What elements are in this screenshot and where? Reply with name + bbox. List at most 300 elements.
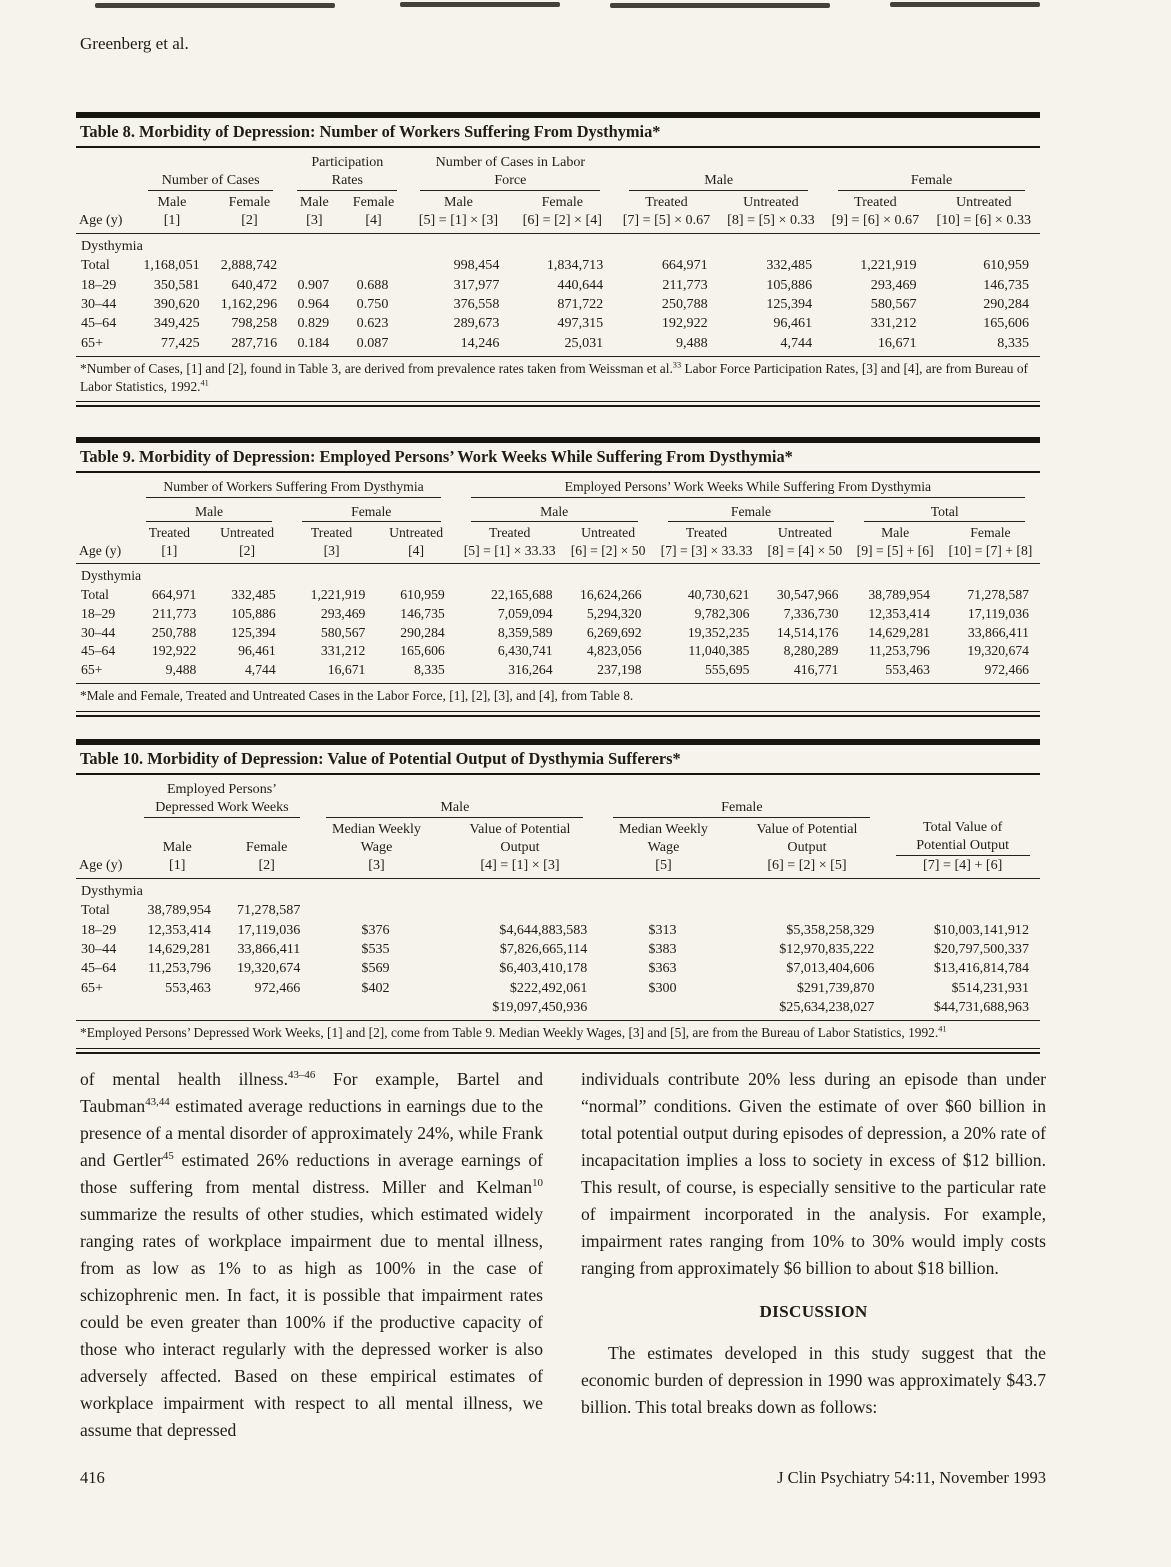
table-cell (311, 998, 441, 1021)
table-cell: 71,278,587 (967, 586, 1029, 602)
column-group (288, 148, 406, 191)
table-8-footnote: *Number of Cases, [1] and [2], found in Table 3, are derived from prevalence rates taken from Weissman et al.$^{33}$ Labor Force Participation Rates, [3] and [4], are from Bureau of Labor Statistics, 1992.41 (80, 360, 1029, 394)
table-row (76, 585, 1040, 604)
table-cell: 610,959 (400, 586, 445, 602)
formula-header: [5] = [1] × [3] (407, 211, 511, 234)
table-cell: 19,320,674 (967, 643, 1029, 659)
table-cell (288, 256, 340, 275)
formula-header: [6] = [2] × [5] (729, 856, 886, 879)
table-cell: 390,620 (153, 296, 200, 313)
table-cell: 289,673 (453, 315, 500, 332)
body-column-left (80, 1066, 543, 1444)
column-header: Male (443, 194, 473, 211)
table-cell (598, 998, 728, 1021)
table-cell: 0.829 (297, 315, 330, 332)
table-cell: 4,744 (244, 662, 276, 678)
table-cell: $535 (361, 941, 390, 958)
table-row (76, 661, 1040, 684)
table-cell: 12,353,414 (868, 605, 930, 621)
table-cell (885, 901, 1040, 920)
column-group-label: Male (629, 171, 808, 191)
table-cell: 0.964 (297, 296, 330, 313)
table-10-header (76, 775, 1040, 879)
header-spacer (76, 191, 133, 211)
table-9 (76, 437, 1040, 712)
table-row (76, 256, 1040, 275)
table-cell: 12,353,414 (147, 921, 211, 938)
table-cell: 105,886 (231, 605, 276, 621)
table-row (76, 879, 1040, 901)
table-cell: 610,959 (983, 257, 1029, 274)
table-cell: $20,797,500,337 (933, 941, 1029, 958)
table-cell: $222,492,061 (509, 979, 588, 996)
table-cell: 33,866,411 (237, 941, 301, 958)
scan-artifact (400, 2, 560, 7)
scan-artifact (95, 3, 335, 8)
table-cell: 17,119,036 (967, 605, 1029, 621)
table-cell (311, 901, 441, 920)
column-header (311, 818, 441, 856)
table-cell: 30,547,966 (776, 586, 839, 602)
table-cell: 11,253,796 (148, 960, 211, 977)
column-group-label: Total Value of Potential Output (896, 818, 1030, 856)
column-group (287, 498, 456, 523)
formula-header: [10] = [6] × 0.33 (928, 211, 1040, 234)
table-8 (76, 112, 1040, 402)
table-cell: 33,866,411 (967, 624, 1029, 640)
column-header: Untreated (777, 525, 832, 541)
row-label: Total (81, 257, 110, 274)
table-cell: 17,119,036 (237, 921, 301, 938)
column-group-label: Male (471, 503, 638, 523)
table-cell: $25,634,238,027 (779, 999, 875, 1016)
column-header-label: Median Weekly Wage (618, 821, 708, 856)
column-header (598, 818, 728, 856)
formula-header: [4] (376, 542, 455, 564)
table-cell: 580,567 (320, 624, 366, 640)
formula-header: [1] (133, 856, 222, 879)
table-cell: 7,336,730 (783, 605, 839, 621)
column-group (885, 775, 1040, 856)
table-cell: 416,771 (793, 662, 839, 678)
table-cell: $313 (648, 921, 677, 938)
column-header: Male (299, 194, 329, 211)
table-cell: 7,059,094 (497, 605, 553, 621)
formula-header: [3] (311, 856, 441, 879)
row-label: 45–64 (81, 315, 117, 332)
table-cell: 287,716 (231, 334, 278, 351)
table-9-body (76, 564, 1040, 684)
table-cell (222, 998, 311, 1021)
table-cell: 14,246 (460, 334, 500, 351)
column-group (598, 775, 885, 818)
column-header: Male (162, 839, 192, 856)
table-cell: 146,735 (400, 605, 445, 621)
column-group-label: Female (302, 503, 441, 523)
table-cell: 580,567 (870, 296, 917, 313)
table-row (76, 978, 1040, 997)
row-label: 30–44 (81, 941, 117, 958)
column-group-label: Female (668, 503, 835, 523)
column-header: Treated (854, 194, 897, 211)
table-cell: 1,221,919 (310, 586, 366, 602)
column-group (653, 498, 850, 523)
formula-header: [2] (211, 211, 288, 234)
table-cell: 14,629,281 (868, 624, 930, 640)
scan-artifact (610, 3, 830, 8)
column-group (131, 473, 455, 498)
section-label: Dysthymia (81, 883, 143, 900)
column-group-label: Number of Workers Suffering From Dysthymia (146, 478, 440, 498)
row-label: 65+ (81, 662, 103, 678)
column-group (849, 498, 1040, 523)
column-header-label: Median Weekly Wage (331, 821, 421, 856)
table-cell: 349,425 (153, 315, 200, 332)
table-cell: $376 (361, 921, 390, 938)
column-header: Female (970, 525, 1011, 541)
column-group-label: Employed Persons’ Work Weeks While Suffering From Dysthymia (471, 478, 1025, 498)
table-cell: $10,003,141,912 (933, 921, 1029, 938)
column-header: Treated (685, 525, 728, 541)
table-cell: 6,430,741 (497, 643, 553, 659)
table-row (76, 920, 1040, 939)
column-group-label: Number of Cases in Labor Force (420, 153, 600, 191)
table-cell: 165,606 (400, 643, 445, 659)
table-cell: 8,280,289 (783, 643, 839, 659)
table-row (76, 333, 1040, 356)
table-cell: 250,788 (661, 296, 708, 313)
table-cell: 0.087 (356, 334, 389, 351)
table-cell: $7,826,665,114 (499, 941, 588, 958)
table-cell: $19,097,450,936 (492, 999, 588, 1016)
table-cell: 293,469 (870, 276, 917, 293)
table-cell: 11,253,796 (868, 643, 930, 659)
table-cell: 2,888,742 (220, 257, 278, 274)
row-label (76, 998, 133, 1021)
column-group (131, 498, 286, 523)
table-cell: $44,731,688,963 (933, 999, 1029, 1016)
body-paragraph: of mental health illness.$^{43-46}$ For example, Bartel and Taubman$^{43,44}$ estimated average reductions in earnings due to the presence of a mental disorder of approximately 24%, while Frank and Gertler$^{45}$ estimated 26% reductions in average earnings of those suffering from mental distress. Miller and Kelman$^{10}$ summarize the results of other studies, which estimated widely ranging rates of workplace impairment due to mental illness, from as low as 1% to as high as 100% in the case of schizophrenic men. In fact, it is possible that impairment rates could be even greater than 100% if the productive capacity of those who interact regularly with the depressed worker is also adversely affected. Based on these empirical estimates of workplace impairment with respect to all mental illness, we assume that depressed (80, 1069, 544, 1440)
section-label: Dysthymia (81, 568, 142, 584)
table-cell: 440,644 (557, 276, 604, 293)
body-paragraph: The estimates developed in this study suggest that the economic burden of depression in 1990 was approximately $43.7 billion. This total breaks down as follows: (581, 1343, 1046, 1417)
table-cell: 0.907 (297, 276, 330, 293)
table-cell: 972,466 (984, 662, 1029, 678)
table-cell: 0.750 (356, 296, 389, 313)
table-cell: $13,416,814,784 (933, 960, 1029, 977)
reference-superscript: 41 (200, 378, 209, 388)
table-cell: 5,294,320 (586, 605, 642, 621)
page-number: 416 (80, 1468, 105, 1487)
formula-header: [9] = [6] × 0.67 (823, 211, 927, 234)
column-header: Female (245, 839, 288, 856)
table-9-footnote: *Male and Female, Treated and Untreated Cases in the Labor Force, [1], [2], [3], and [4], from Table 8. (80, 688, 634, 703)
table-cell: 998,454 (453, 257, 500, 274)
table-cell: 4,744 (780, 334, 813, 351)
table-cell: 96,461 (773, 315, 813, 332)
table-cell (133, 998, 222, 1021)
header-spacer (76, 473, 131, 498)
table-10-footnote: *Employed Persons’ Depressed Work Weeks, [1] and [2], come from Table 9. Median Weekly Wages, [3] and [5], are from the Bureau of Labor Statistics, 1992.41 (80, 1024, 947, 1041)
table-cell: 8,359,589 (497, 624, 553, 640)
table-cell: 211,773 (152, 605, 197, 621)
column-header: Female (228, 194, 271, 211)
reference-superscript: 43,44 (145, 1096, 170, 1109)
table-8-body (76, 234, 1040, 357)
table-cell: 125,394 (231, 624, 276, 640)
table-cell: 9,488 (675, 334, 708, 351)
column-group (456, 498, 653, 523)
table-cell: 640,472 (231, 276, 278, 293)
table-cell: 0.623 (356, 315, 389, 332)
column-group (456, 473, 1040, 498)
table-cell: $12,970,835,222 (779, 941, 875, 958)
table-cell: 19,320,674 (236, 960, 301, 977)
table-cell: $5,358,258,329 (786, 921, 875, 938)
column-header: Female (541, 194, 584, 211)
formula-header: [3] (287, 542, 377, 564)
table-cell: 146,735 (983, 276, 1029, 293)
reference-superscript: 45 (162, 1150, 174, 1163)
table-cell: 1,221,919 (860, 257, 917, 274)
scan-artifact (890, 2, 1040, 7)
table-cell: 105,886 (766, 276, 813, 293)
table-cell: 237,198 (597, 662, 642, 678)
table-10-title: Table 10. Morbidity of Depression: Value of Potential Output of Dysthymia Sufferers* (76, 745, 1040, 775)
table-cell: 293,469 (320, 605, 366, 621)
table-cell: 331,212 (870, 315, 917, 332)
table-cell: 6,269,692 (586, 624, 642, 640)
table-cell: 0.688 (356, 276, 389, 293)
formula-header: [3] (288, 211, 340, 234)
table-cell: 664,971 (661, 257, 708, 274)
section-label: Dysthymia (81, 238, 143, 255)
formula-header: [8] = [4] × 50 (760, 542, 849, 564)
table-cell: 8,335 (997, 334, 1029, 351)
table-cell: 497,315 (557, 315, 604, 332)
formula-header: [6] = [2] × [4] (510, 211, 614, 234)
column-header: Untreated (743, 194, 799, 211)
table-cell: 376,558 (453, 296, 500, 313)
table-cell: 11,040,385 (688, 643, 750, 659)
table-cell: $7,013,404,606 (786, 960, 875, 977)
table-8-header (76, 148, 1040, 234)
table-cell: 332,485 (766, 257, 813, 274)
table-cell: 19,352,235 (687, 624, 750, 640)
column-header: Treated (310, 525, 353, 541)
table-cell: 553,463 (165, 979, 211, 996)
table-8-title: Table 8. Morbidity of Depression: Number of Workers Suffering From Dysthymia* (76, 118, 1040, 148)
table-cell: 316,264 (508, 662, 553, 678)
formula-header: [7] = [5] × 0.67 (614, 211, 718, 234)
table-cell: 165,606 (983, 315, 1029, 332)
column-header: Male (157, 194, 187, 211)
table-cell: 211,773 (662, 276, 708, 293)
table-cell: 555,695 (704, 662, 750, 678)
formula-header: [1] (131, 542, 207, 564)
column-header: Untreated (220, 525, 275, 541)
table-row (76, 275, 1040, 294)
column-group (823, 148, 1040, 191)
age-column-header: Age (y) (76, 856, 133, 879)
table-cell: 16,671 (877, 334, 917, 351)
table-10 (76, 739, 1040, 1049)
formula-header: [4] = [1] × [3] (442, 856, 599, 879)
table-cell: $363 (648, 960, 677, 977)
table-cell: 1,162,296 (220, 296, 278, 313)
row-label: 30–44 (81, 296, 117, 313)
column-header: Male (881, 525, 910, 541)
table-cell: 16,671 (327, 662, 366, 678)
table-row (76, 998, 1040, 1021)
table-cell (598, 901, 728, 920)
table-cell: 125,394 (766, 296, 813, 313)
table-cell: 71,278,587 (236, 902, 301, 919)
table-cell: 290,284 (983, 296, 1029, 313)
table-cell: 77,425 (160, 334, 200, 351)
journal-citation: J Clin Psychiatry 54:11, November 1993 (777, 1468, 1046, 1487)
table-9-title: Table 9. Morbidity of Depression: Employed Persons’ Work Weeks While Suffering From Dysthymia* (76, 443, 1040, 473)
table-8-grid (76, 148, 1040, 357)
column-header: Treated (489, 525, 531, 541)
header-spacer (76, 818, 133, 856)
header-spacer (76, 498, 131, 523)
table-cell: 38,789,954 (868, 586, 930, 602)
header-spacer (76, 148, 133, 191)
table-cell: 25,031 (564, 334, 604, 351)
table-cell (341, 256, 407, 275)
table-cell: 40,730,621 (687, 586, 750, 602)
row-label: 65+ (81, 334, 104, 351)
table-cell: 250,788 (151, 624, 197, 640)
column-group-label: Female (838, 171, 1025, 191)
table-cell: $383 (648, 941, 677, 958)
table-cell: 664,971 (151, 586, 197, 602)
column-group-label: Male (326, 798, 583, 818)
table-cell: 22,165,688 (491, 586, 553, 602)
row-label: Total (81, 902, 110, 919)
table-row (76, 642, 1040, 661)
table-10-body (76, 879, 1040, 1021)
age-column-header: Age (y) (76, 211, 133, 234)
formula-header: [5] = [1] × 33.33 (456, 542, 564, 564)
reference-superscript: 43–46 (288, 1069, 316, 1082)
table-row (76, 234, 1040, 256)
table-10-grid (76, 775, 1040, 1021)
body-column-right (581, 1066, 1046, 1421)
formula-header: [4] (341, 211, 407, 234)
table-cell: 14,629,281 (147, 941, 211, 958)
table-cell (442, 901, 599, 920)
table-cell: 9,488 (165, 662, 197, 678)
column-group (614, 148, 823, 191)
column-header: Female (352, 194, 395, 211)
table-cell: $6,403,410,178 (499, 960, 588, 977)
row-label: 30–44 (81, 624, 116, 640)
table-cell: 553,463 (885, 662, 930, 678)
formula-header: [2] (207, 542, 286, 564)
table-cell: 0.184 (297, 334, 330, 351)
table-row (76, 623, 1040, 642)
table-cell: $514,231,931 (951, 979, 1029, 996)
row-label: 45–64 (81, 643, 116, 659)
table-cell: 1,834,713 (546, 257, 604, 274)
row-label: 45–64 (81, 960, 117, 977)
formula-header: [1] (133, 211, 210, 234)
column-group (133, 148, 288, 191)
reference-superscript: 10 (532, 1177, 543, 1190)
table-9-grid (76, 473, 1040, 684)
formula-header: [5] (598, 856, 728, 879)
column-group-label: Employed Persons’ Depressed Work Weeks (144, 780, 300, 818)
table-cell: 350,581 (153, 276, 200, 293)
table-row (76, 604, 1040, 623)
table-cell: 38,789,954 (147, 902, 211, 919)
formula-header: [2] (222, 856, 311, 879)
formula-header: [10] = [7] + [8] (941, 542, 1040, 564)
column-header (442, 818, 599, 856)
table-row (76, 295, 1040, 314)
table-cell: 96,461 (238, 643, 276, 659)
column-header-label: Value of Potential Output (756, 821, 858, 856)
formula-header: [6] = [2] × 50 (564, 542, 653, 564)
header-spacer (76, 522, 131, 542)
column-group (133, 775, 312, 818)
column-group-label: Number of Cases (148, 171, 273, 191)
formula-header: [7] = [3] × 33.33 (653, 542, 761, 564)
row-label: 65+ (81, 979, 104, 996)
table-cell: 8,335 (413, 662, 445, 678)
column-header (729, 818, 886, 856)
table-cell: $300 (648, 979, 677, 996)
table-cell: 1,168,051 (143, 257, 200, 274)
table-row (76, 901, 1040, 920)
column-header: Treated (148, 525, 191, 541)
table-cell: $291,739,870 (796, 979, 875, 996)
formula-header: [7] = [4] + [6] (885, 856, 1040, 879)
row-label: Total (81, 586, 109, 602)
table-cell: 16,624,266 (579, 586, 642, 602)
column-group (407, 148, 615, 191)
column-group-label: Total (864, 503, 1025, 523)
table-row (76, 314, 1040, 333)
row-label: 18–29 (81, 605, 116, 621)
row-label: 18–29 (81, 921, 117, 938)
column-header: Untreated (581, 525, 636, 541)
column-header: Untreated (389, 525, 444, 541)
table-9-header (76, 473, 1040, 564)
table-cell: 14,514,176 (776, 624, 839, 640)
table-row (76, 564, 1040, 586)
table-cell: 871,722 (557, 296, 604, 313)
table-row (76, 959, 1040, 978)
column-header: Treated (645, 194, 688, 211)
column-group (311, 775, 598, 818)
reference-superscript: 33 (672, 360, 682, 370)
table-cell: 332,485 (231, 586, 276, 602)
table-row (76, 940, 1040, 959)
table-cell: $569 (361, 960, 390, 977)
column-group-label: Male (146, 503, 271, 523)
column-group-label: Participation Rates (297, 153, 397, 191)
reference-superscript: 41 (938, 1024, 947, 1034)
table-cell: $4,644,883,583 (499, 921, 588, 938)
header-spacer (76, 775, 133, 818)
formula-header: [8] = [5] × 0.33 (719, 211, 823, 234)
table-cell: $402 (361, 979, 390, 996)
body-paragraph: individuals contribute 20% less during an episode than under “normal” conditions. Given the estimate of over $60 billion in total potential output during episodes of depression, a 20% rate of incapacitation implies a loss to society in excess of $12 billion. This result, of course, is especially sensitive to the particular rate of impairment incorporated in the analysis. For example, impairment rates ranging from 10% to 30% would imply costs ranging from approximately $6 billion to about $18 billion. (581, 1069, 1046, 1278)
formula-header: [9] = [5] + [6] (849, 542, 941, 564)
